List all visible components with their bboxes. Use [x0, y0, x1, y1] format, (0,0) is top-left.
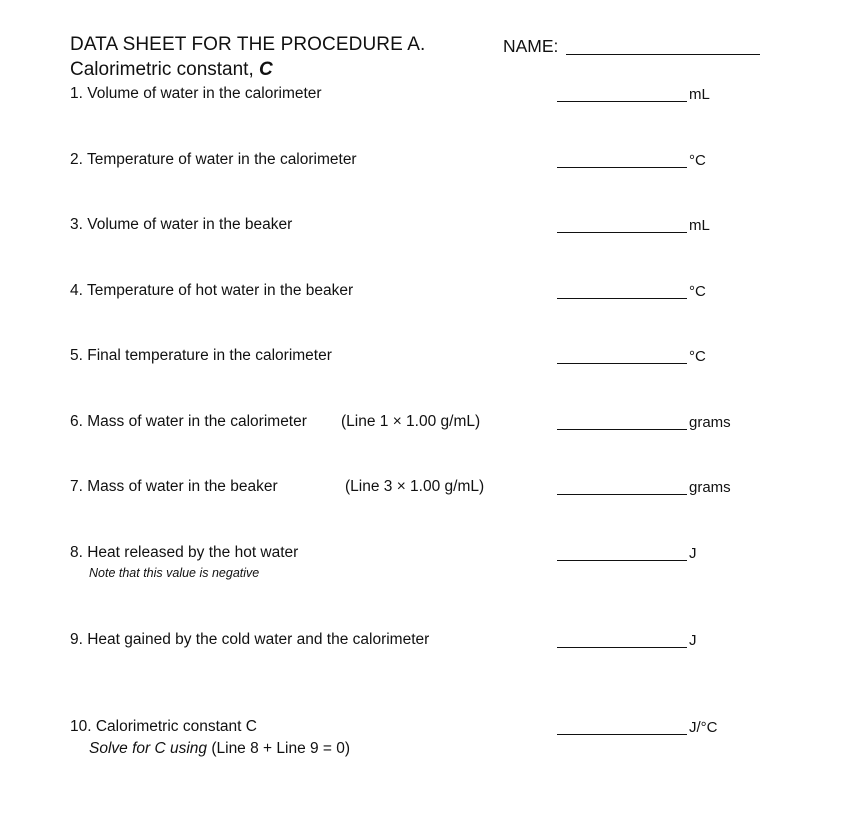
- item-10-solve-italic: Solve for C using: [89, 740, 208, 757]
- item-3-unit: mL: [689, 217, 710, 234]
- item-10-solve-equation: (Line 8 + Line 9 = 0): [207, 740, 351, 757]
- item-9-answer-line[interactable]: [557, 647, 687, 648]
- item-4-unit: °C: [689, 283, 706, 300]
- item-10-answer-line[interactable]: [557, 734, 687, 735]
- item-8-note: Note that this value is negative: [89, 566, 260, 580]
- item-9-unit: J: [689, 632, 697, 649]
- item-3-label: 3. Volume of water in the beaker: [70, 216, 293, 233]
- item-1-answer-line[interactable]: [557, 101, 687, 102]
- item-6-unit: grams: [689, 414, 731, 431]
- item-2-unit: °C: [689, 152, 706, 169]
- item-5-label: 5. Final temperature in the calorimeter: [70, 347, 332, 364]
- item-8-answer-line[interactable]: [557, 560, 687, 561]
- item-7-unit: grams: [689, 479, 731, 496]
- subtitle-text: Calorimetric constant,: [70, 59, 260, 80]
- item-10-unit: J/°C: [689, 719, 718, 736]
- item-4-answer-line[interactable]: [557, 298, 687, 299]
- item-9-label: 9. Heat gained by the cold water and the calorimeter: [70, 631, 430, 648]
- name-field[interactable]: [566, 54, 760, 55]
- item-2-answer-line[interactable]: [557, 167, 687, 168]
- item-6-answer-line[interactable]: [557, 429, 687, 430]
- item-7-label: 7. Mass of water in the beaker: [70, 478, 278, 495]
- item-7-answer-line[interactable]: [557, 494, 687, 495]
- item-8-label: 8. Heat released by the hot water: [70, 544, 299, 561]
- item-5-unit: °C: [689, 348, 706, 365]
- item-1-label: 1. Volume of water in the calorimeter: [70, 85, 322, 102]
- name-label: NAME:: [503, 36, 559, 56]
- item-10-label: 10. Calorimetric constant C: [70, 718, 257, 735]
- item-6-label: 6. Mass of water in the calorimeter: [70, 413, 307, 430]
- subtitle-symbol: C: [259, 59, 273, 80]
- item-1-unit: mL: [689, 86, 710, 103]
- section-subtitle: [70, 59, 273, 81]
- item-2-label: 2. Temperature of water in the calorimeter: [70, 151, 357, 168]
- item-6-formula: (Line 1 × 1.00 g/mL): [341, 413, 481, 430]
- item-5-answer-line[interactable]: [557, 363, 687, 364]
- item-3-answer-line[interactable]: [557, 232, 687, 233]
- item-8-unit: J: [689, 545, 697, 562]
- item-7-formula: (Line 3 × 1.00 g/mL): [345, 478, 485, 495]
- item-10-solve-text: [89, 740, 350, 758]
- item-4-label: 4. Temperature of hot water in the beaker: [70, 282, 354, 299]
- page-title: DATA SHEET FOR THE PROCEDURE A.: [70, 34, 426, 55]
